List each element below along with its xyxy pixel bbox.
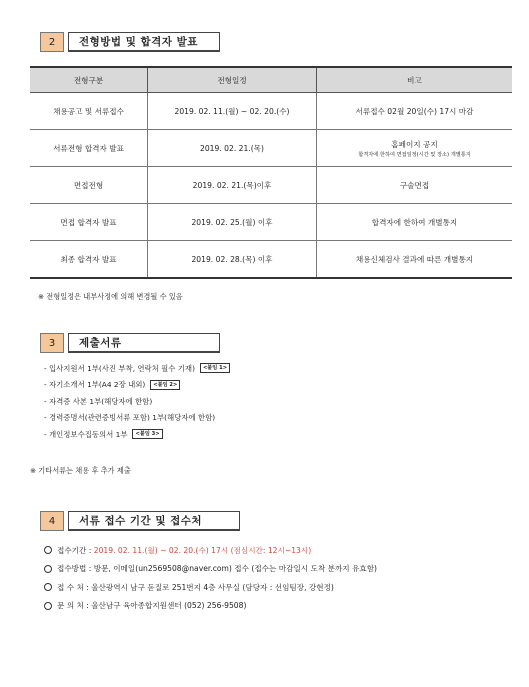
table-row xyxy=(30,130,512,167)
application-info xyxy=(44,541,377,615)
cell-type: 채용공고 및 서류접수 xyxy=(30,93,148,130)
header-date: 전형일정 xyxy=(148,67,317,93)
section-3-heading xyxy=(40,333,220,353)
cell-note: 구술면접 xyxy=(317,167,513,204)
document-text: - 경력증명서(관련증빙서류 포함) 1부(해당자에 한함) xyxy=(44,413,216,423)
cell-type: 면접 합격자 발표 xyxy=(30,204,148,241)
circle-bullet-icon xyxy=(44,565,52,573)
attachment-tag: <붙임 2> xyxy=(150,380,180,390)
section-2-heading xyxy=(40,32,220,52)
cell-note: 채용신체검사 결과에 따른 개별통지 xyxy=(317,241,513,279)
cell-type: 면접전형 xyxy=(30,167,148,204)
cell-note xyxy=(317,130,513,167)
info-place xyxy=(44,578,377,597)
section-4-heading xyxy=(40,511,240,531)
cell-type: 서류전형 합격자 발표 xyxy=(30,130,148,167)
cell-note: 서류접수 02월 20일(수) 17시 마감 xyxy=(317,93,513,130)
method-text: 접수방법 : 방문, 이메일(un2569508@naver.com) 접수 (접수는 마감일시 도착 분까지 유효함) xyxy=(57,564,377,574)
circle-bullet-icon xyxy=(44,546,52,554)
cell-date: 2019. 02. 21.(목) xyxy=(148,130,317,167)
table-row xyxy=(30,204,512,241)
cell-note: 합격자에 한하여 개별통지 xyxy=(317,204,513,241)
list-item xyxy=(44,410,230,427)
cell-date: 2019. 02. 25.(월) 이후 xyxy=(148,204,317,241)
section-3-number: 3 xyxy=(40,333,64,353)
cell-date: 2019. 02. 21.(목)이후 xyxy=(148,167,317,204)
header-note: 비고 xyxy=(317,67,513,93)
document-text: - 입사지원서 1부(사진 부착, 연락처 필수 기재) xyxy=(44,363,195,373)
info-period xyxy=(44,541,377,560)
section-2-number: 2 xyxy=(40,32,64,52)
documents-list xyxy=(44,360,230,443)
info-contact xyxy=(44,597,377,616)
circle-bullet-icon xyxy=(44,583,52,591)
section-3-title: 제출서류 xyxy=(68,333,220,353)
attachment-tag: <붙임 1> xyxy=(200,363,230,373)
section-4-number: 4 xyxy=(40,511,64,531)
section-2-title: 전형방법 및 합격자 발표 xyxy=(68,32,220,52)
cell-note-sub: 합격자에 한하여 면접일정(시간 및 장소) 개별통지 xyxy=(358,151,471,158)
period-label: 접수기간 : xyxy=(57,545,92,555)
cell-date: 2019. 02. 11.(월) ~ 02. 20.(수) xyxy=(148,93,317,130)
period-value: 2019. 02. 11.(월) ~ 02. 20.(수) 17시 (점심시간: 12시~13시) xyxy=(93,545,312,555)
header-type: 전형구분 xyxy=(30,67,148,93)
section-4-title: 서류 접수 기간 및 접수처 xyxy=(68,511,240,531)
list-item xyxy=(44,377,230,394)
list-item xyxy=(44,393,230,410)
cell-date: 2019. 02. 28.(목) 이후 xyxy=(148,241,317,279)
table-row xyxy=(30,93,512,130)
info-method xyxy=(44,560,377,579)
cell-note-main: 홈페이지 공지 xyxy=(391,139,438,149)
schedule-note: ※ 전형일정은 내부사정에 의해 변경될 수 있음 xyxy=(38,292,183,301)
list-item xyxy=(44,360,230,377)
document-text: - 개인정보수집동의서 1부 xyxy=(44,429,128,439)
place-text: 접 수 처 : 울산광역시 남구 돋질로 251번지 4층 사무실 (담당자 : 선임팀장, 강현정) xyxy=(57,582,334,592)
table-header-row xyxy=(30,67,512,93)
list-item xyxy=(44,426,230,443)
document-text: - 자격증 사본 1부(해당자에 한함) xyxy=(44,396,153,406)
cell-type: 최종 합격자 발표 xyxy=(30,241,148,279)
document-text: - 자기소개서 1부(A4 2장 내외) xyxy=(44,380,146,390)
docs-note: ※ 기타서류는 채용 후 추가 제출 xyxy=(30,466,131,475)
attachment-tag: <붙임 3> xyxy=(132,429,162,439)
table-row xyxy=(30,241,512,279)
schedule-table xyxy=(30,66,512,279)
table-row xyxy=(30,167,512,204)
contact-text: 문 의 처 : 울산남구 육아종합지원센터 (052) 256-9508) xyxy=(57,601,247,611)
circle-bullet-icon xyxy=(44,602,52,610)
